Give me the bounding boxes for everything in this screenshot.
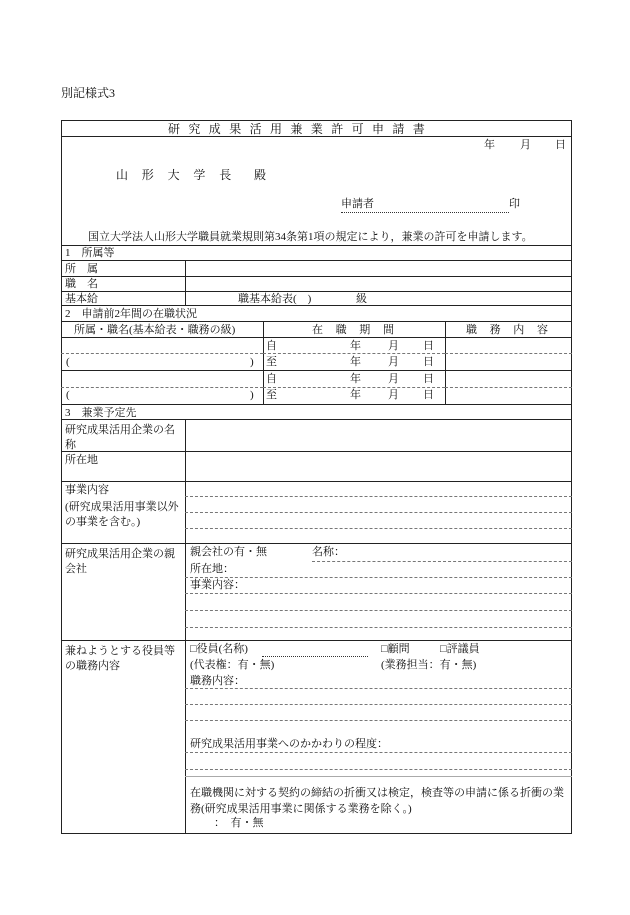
parent-name-line[interactable] xyxy=(312,561,572,562)
to-label: 至 xyxy=(266,389,277,401)
form-title: 研究成果活用兼業許可申請書 xyxy=(168,122,434,136)
officer-title-line[interactable] xyxy=(262,656,368,657)
row-dashed xyxy=(185,720,572,721)
day-label: 日 xyxy=(423,340,434,352)
section2-col2-divider xyxy=(445,321,446,404)
month-label: 月 xyxy=(388,373,399,385)
row-sep xyxy=(185,776,572,777)
year-label: 年 xyxy=(350,389,361,401)
row-dashed xyxy=(263,387,445,388)
col-affiliation-header: 所属・職名(基本給表・職務の級) xyxy=(74,324,236,336)
row-dashed xyxy=(185,704,572,705)
row-line xyxy=(61,321,572,322)
year-label: 年 xyxy=(350,373,361,385)
day-label: 日 xyxy=(423,356,434,368)
row-dashed xyxy=(185,610,572,611)
month-label: 月 xyxy=(388,340,399,352)
row-line xyxy=(61,640,572,641)
representative-right: (代表権：有・無) xyxy=(190,659,275,671)
section2-col1-divider xyxy=(263,321,264,404)
affiliation-label: 所 属 xyxy=(65,263,98,275)
col-period-header: 在 職 期 間 xyxy=(312,324,399,336)
in-charge: (業務担当：有・無) xyxy=(381,659,477,671)
section1-top xyxy=(61,245,572,246)
row-line xyxy=(61,305,572,306)
date-day: 日 xyxy=(555,139,566,151)
parent-address-label: 所在地： xyxy=(190,563,234,575)
section3-heading: 3 兼業予定先 xyxy=(65,407,137,419)
form-id: 別記様式3 xyxy=(61,86,116,100)
row-dashed xyxy=(185,627,572,628)
row-dashed xyxy=(185,528,572,529)
day-label: 日 xyxy=(423,373,434,385)
row-line xyxy=(61,291,572,292)
row-dashed xyxy=(185,577,572,578)
row-line xyxy=(61,370,572,371)
officer-checkbox[interactable]: □役員(名称) xyxy=(190,643,248,655)
row-dashed xyxy=(61,353,263,354)
row-line xyxy=(61,276,572,277)
paren-open: ( xyxy=(66,356,70,368)
business-label: 事業内容 xyxy=(65,484,109,496)
year-label: 年 xyxy=(350,340,361,352)
parent-exists: 親会社の有・無 xyxy=(190,546,267,558)
applicant-signature-line[interactable] xyxy=(341,212,509,213)
business-note: (研究成果活用事業以外の事業を含む。) xyxy=(65,501,179,528)
row-line xyxy=(61,337,572,338)
salary-table-label: 職基本給表( ) xyxy=(238,293,312,305)
paren-close: ) xyxy=(250,356,254,368)
row-dashed xyxy=(263,353,445,354)
salary-label: 基本給 xyxy=(65,293,98,305)
to-label: 至 xyxy=(266,356,277,368)
title-divider xyxy=(61,136,572,137)
row-dashed xyxy=(445,353,572,354)
from-label: 自 xyxy=(266,373,277,385)
request-text: 国立大学法人山形大学職員就業規則第34条第1項の規定により，兼業の許可を申請します。 xyxy=(88,231,533,243)
grade-label: 級 xyxy=(356,293,367,305)
section1-heading: 1 所属等 xyxy=(65,247,115,259)
role-label: 兼ねようとする役員等の職務内容 xyxy=(65,645,175,672)
row-line xyxy=(61,404,572,405)
from-label: 自 xyxy=(266,340,277,352)
row-dashed xyxy=(185,512,572,513)
parent-company-label: 研究成果活用企業の親会社 xyxy=(65,548,175,575)
councilor-checkbox[interactable]: □評議員 xyxy=(440,643,480,655)
row-dashed xyxy=(185,688,572,689)
row-line xyxy=(61,419,572,420)
row-dashed xyxy=(185,752,572,753)
paren-open: ( xyxy=(66,389,70,401)
row-line xyxy=(61,260,572,261)
seal-mark: 印 xyxy=(509,198,520,210)
contract-answer: ： 有・無 xyxy=(214,817,264,829)
row-dashed xyxy=(185,496,572,497)
paren-close: ) xyxy=(250,389,254,401)
row-dashed xyxy=(185,593,572,594)
duties-label: 職務内容： xyxy=(190,675,245,687)
row-dashed xyxy=(61,387,263,388)
parent-name-label: 名称： xyxy=(312,546,345,558)
involvement-label: 研究成果活用事業へのかかわりの程度： xyxy=(190,738,388,750)
row-line xyxy=(61,481,572,482)
section2-heading: 2 申請前2年間の在職状況 xyxy=(65,308,197,320)
year-label: 年 xyxy=(350,356,361,368)
form-border xyxy=(61,120,572,834)
day-label: 日 xyxy=(423,389,434,401)
applicant-label: 申請者 xyxy=(341,198,374,210)
date-year: 年 xyxy=(484,139,495,151)
address-label: 所在地 xyxy=(65,454,98,466)
contract-note: 在職機関に対する契約の締結の折衝又は検定，検査等の申請に係る折衝の業務(研究成果活用事業に関係する業務を除く。) xyxy=(190,787,564,815)
row-dashed xyxy=(185,769,572,770)
company-name-label: 研究成果活用企業の名称 xyxy=(65,424,175,451)
row-line xyxy=(61,451,572,452)
parent-business-label: 事業内容： xyxy=(190,579,245,591)
col-duties-header: 職 務 内 容 xyxy=(466,324,553,336)
job-title-label: 職 名 xyxy=(65,278,98,290)
addressee: 山 形 大 学 長 殿 xyxy=(116,168,272,182)
month-label: 月 xyxy=(388,356,399,368)
month-label: 月 xyxy=(388,389,399,401)
section1-col-divider xyxy=(185,260,186,305)
row-dashed xyxy=(445,387,572,388)
advisor-checkbox[interactable]: □顧問 xyxy=(381,643,410,655)
date-month: 月 xyxy=(520,139,531,151)
row-line xyxy=(61,543,572,544)
